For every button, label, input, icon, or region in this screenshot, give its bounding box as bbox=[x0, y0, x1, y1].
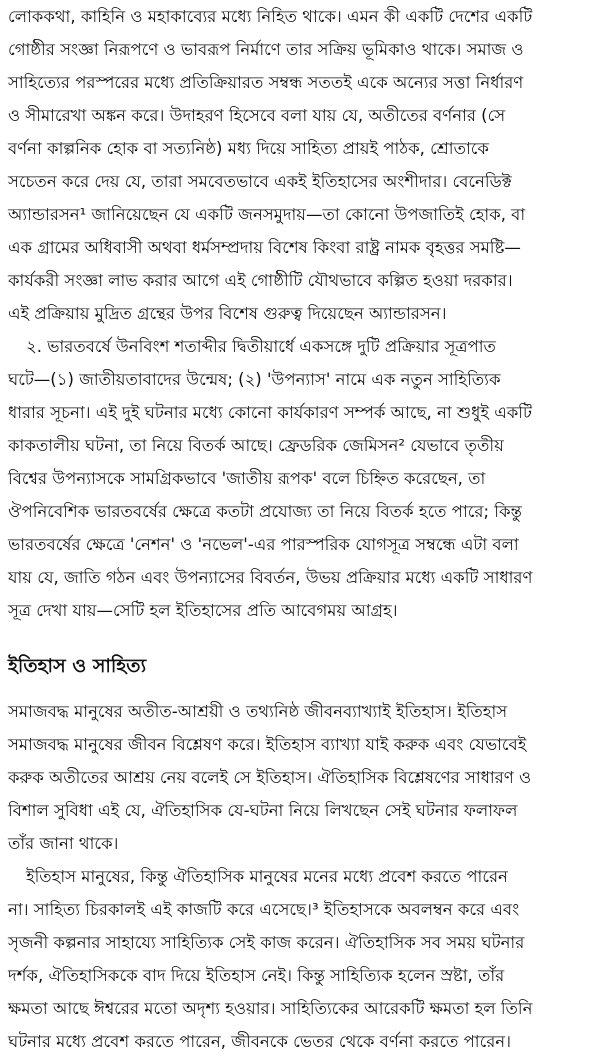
text-line: এক গ্রামের অধিবাসী অথবা ধর্মসম্প্রদায় বিশেষ কিংবা রাষ্ট্র নামক বৃহত্তর সমষ্টি— bbox=[8, 238, 521, 257]
text-line: ঔপনিবেশিক ভারতবর্ষের ক্ষেত্রে কতটা প্রযোজ্য তা নিয়ে বিতর্ক হতে পারে; কিন্তু bbox=[8, 502, 522, 521]
text-line: বিশাল সুবিধা এই যে, ঐতিহাসিক যে-ঘটনা নিয়ে লিখছেন সেই ঘটনার ফলাফল bbox=[8, 801, 518, 820]
text-line: তাঁর জানা থাকে। bbox=[8, 834, 119, 853]
text-line: সচেতন করে দেয় যে, তারা সমবেতভাবে একই ইতিহাসের অংশীদার। বেনেডিক্ট bbox=[8, 172, 512, 191]
text-line: এই প্রক্রিয়ায় মুদ্রিত গ্রন্থের উপর বিশেষ গুরুত্ব দিয়েছেন অ্যান্ডারসন। bbox=[8, 304, 447, 323]
text-line: বর্ণনা কাল্পনিক হোক বা সত্যনিষ্ঠ) মধ্য দিয়ে সাহিত্য প্রায়ই পাঠক, শ্রোতাকে bbox=[8, 139, 489, 158]
text-line: অ্যান্ডারসন¹ জানিয়েছেন যে একটি জনসমুদায়—তা কোনো উপজাতিই হোক, বা bbox=[8, 205, 526, 224]
text-line: ভারতবর্ষের ক্ষেত্রে 'নেশন' ও 'নভেল'-এর পারস্পরিক যোগসূত্র সম্বন্ধে এটা বলা bbox=[8, 535, 519, 554]
text-line: ঘটনার মধ্যে প্রবেশ করতে পারেন, জীবনকে ভেতর থেকে বর্ণনা করতে পারেন। bbox=[8, 1032, 512, 1051]
text-line: কার্যকরী সংজ্ঞা লাভ করার আগে এই গোষ্ঠীটি যৌথভাবে কল্পিত হওয়া দরকার। bbox=[8, 271, 513, 290]
section-heading: ইতিহাস ও সাহিত্য bbox=[8, 655, 147, 677]
spacer bbox=[8, 685, 594, 695]
section-body-bottom bbox=[8, 695, 594, 1058]
text-line: সৃজনী কল্পনার সাহায্যে সাহিত্যিক সেই কাজ করেন। ঐতিহাসিক সব সময় ঘটনার bbox=[8, 933, 525, 952]
document-page bbox=[8, 0, 594, 1058]
text-line: না। সাহিত্য চিরকালই এই কাজটি করে এসেছে।³ ইতিহাসকে অবলম্বন করে এবং bbox=[8, 900, 520, 919]
text-line: ঘটে—(১) জাতীয়তাবাদের উন্মেষ; (২) 'উপন্যাস' নামে এক নতুন সাহিত্যিক bbox=[8, 370, 501, 389]
text-line: ধারার সূচনা। এই দুই ঘটনার মধ্যে কোনো কার্যকারণ সম্পর্ক আছে, না শুধুই একটি bbox=[8, 403, 533, 422]
text-line: সমাজবদ্ধ মানুষের জীবন বিশ্লেষণ করে। ইতিহাস ব্যাখ্যা যাই করুক এবং যেভাবেই bbox=[8, 735, 527, 754]
text-line: যায় যে, জাতি গঠন এবং উপন্যাসের বিবর্তন, উভয় প্রক্রিয়ার মধ্যে একটি সাধারণ bbox=[8, 568, 533, 587]
section-body-top bbox=[8, 0, 594, 627]
text-line: সমাজবদ্ধ মানুষের অতীত-আশ্রয়ী ও তথ্যনিষ্ঠ জীবনব্যাখ্যাই ইতিহাস। ইতিহাস bbox=[8, 702, 508, 721]
text-line: বিশ্বের উপন্যাসকে সামগ্রিকভাবে 'জাতীয় রূপক' বলে চিহ্নিত করেছেন, তা bbox=[8, 469, 486, 488]
text-line: সূত্র দেখা যায়—সেটি হল ইতিহাসের প্রতি আবেগময় আগ্রহ। bbox=[8, 601, 398, 620]
text-line: করুক অতীতের আশ্রয় নেয় বলেই সে ইতিহাস। ঐতিহাসিক বিশ্লেষণের সাধারণ ও bbox=[8, 768, 532, 787]
text-line: সাহিত্যের পরস্পরের মধ্যে প্রতিক্রিয়ারত সম্বন্ধ সততই একে অন্যের সত্তা নির্ধারণ bbox=[8, 73, 524, 92]
text-line: দর্শক, ঐতিহাসিককে বাদ দিয়ে ইতিহাস নেই। কিন্তু সাহিত্যিক হলেন স্রষ্টা, তাঁর bbox=[8, 966, 505, 985]
text-line: লোককথা, কাহিনি ও মহাকাব্যের মধ্যে নিহিত থাকে। এমন কী একটি দেশের একটি bbox=[8, 7, 533, 26]
text-line: ও সীমারেখা অঙ্কন করে। উদাহরণ হিসেবে বলা যায় যে, অতীতের বর্ণনার (সে bbox=[8, 106, 506, 125]
spacer bbox=[8, 627, 594, 647]
text-line: গোষ্ঠীর সংজ্ঞা নিরূপণে ও ভাবরূপ নির্মাণে তার সক্রিয় ভূমিকাও থাকে। সমাজ ও bbox=[8, 40, 524, 59]
text-line: ক্ষমতা আছে ঈশ্বরের মতো অদৃশ্য হওয়ার। সাহিত্যিকের আরেকটি ক্ষমতা হল তিনি bbox=[8, 999, 533, 1018]
text-line: কাকতালীয় ঘটনা, তা নিয়ে বিতর্ক আছে। ফ্রেডরিক জেমিসন² যেভাবে তৃতীয় bbox=[8, 436, 504, 455]
text-line: ২. ভারতবর্ষে উনবিংশ শতাব্দীর দ্বিতীয়ার্ধে একসঙ্গে দুটি প্রক্রিয়ার সূত্রপাত bbox=[26, 337, 496, 356]
text-line: ইতিহাস মানুষের, কিন্তু ঐতিহাসিক মানুষের মনের মধ্যে প্রবেশ করতে পারেন bbox=[26, 867, 508, 886]
